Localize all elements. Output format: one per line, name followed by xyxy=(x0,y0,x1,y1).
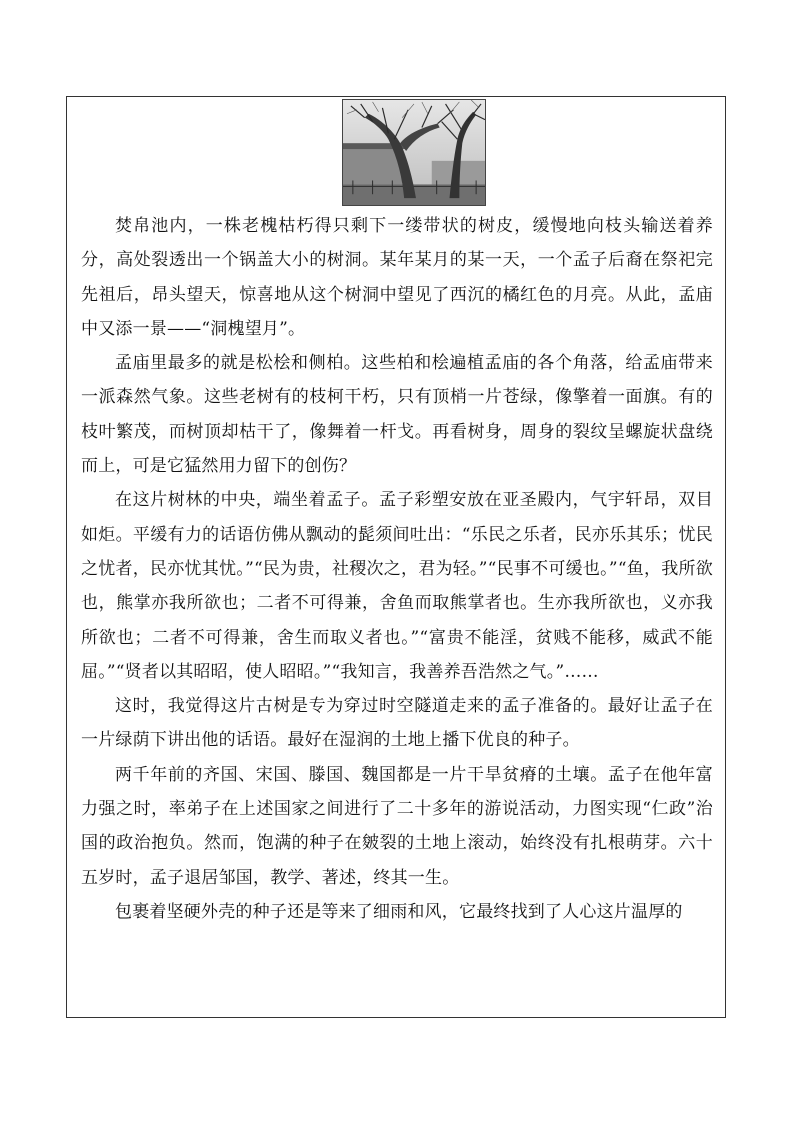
paragraph: 焚帛池内，一株老槐枯朽得只剩下一缕带状的树皮，缓慢地向枝头输送着养分，高处裂透出一个锅盖大小的树洞。某年某月的某一天，一个孟子后裔在祭祀完先祖后，昂头望天，惊喜地从这个树洞中望见了西沉的橘红色的月亮。从此，孟庙中又添一景——“洞槐望月”。 xyxy=(81,216,713,339)
paragraph: 孟庙里最多的就是松桧和侧柏。这些柏和桧遍植孟庙的各个角落，给孟庙带来一派森然气象。这些老树有的枝柯干朽，只有顶梢一片苍绿，像擎着一面旗。有的枝叶繁茂，而树顶却枯干了，像舞着一杆戈。再看树身，周身的裂纹呈螺旋状盘绕而上，可是它猛然用力留下的创伤？ xyxy=(81,353,713,477)
paragraph: 这时，我觉得这片古树是专为穿过时空隧道走来的孟子准备的。最好让孟子在一片绿荫下讲出他的话语。最好在湿润的土地上播下优良的种子。 xyxy=(81,696,713,751)
paragraph: 两千年前的齐国、宋国、滕国、魏国都是一片干旱贫瘠的土壤。孟子在他年富力强之时，率弟子在上述国家之间进行了二十多年的游说活动，力图实现“仁政”治国的政治抱负。然而，饱满的种子在皴裂的土地上滚动，始终没有扎根萌芽。六十五岁时，孟子退居邹国，教学、著述，终其一生。 xyxy=(81,764,713,888)
content-frame xyxy=(66,96,726,1018)
tree-icon xyxy=(343,100,485,205)
paragraph: 在这片树林的中央，端坐着孟子。孟子彩塑安放在亚圣殿内，气宇轩昂，双目如炬。平缓有力的话语仿佛从飘动的髭须间吐出：“乐民之乐者，民亦乐其乐；忧民之忧者，民亦忧其忧。”“民为贵，社稷次之，君为轻。”“民事不可缓也。”“鱼，我所欲也，熊掌亦我所欲也；二者不可得兼，舍鱼而取熊掌者也。生亦我所欲也，义亦我所欲也；二者不可得兼，舍生而取义者也。”“富贵不能淫，贫贱不能移，威武不能屈。”“贤者以其昭昭，使人昭昭。”“我知言，我善养吾浩然之气。”…… xyxy=(81,490,713,682)
article-body xyxy=(81,209,713,929)
paragraph: 包裹着坚硬外壳的种子还是等来了细雨和风，它最终找到了人心这片温厚的 xyxy=(115,901,683,922)
ancient-tree-photo xyxy=(342,99,486,206)
